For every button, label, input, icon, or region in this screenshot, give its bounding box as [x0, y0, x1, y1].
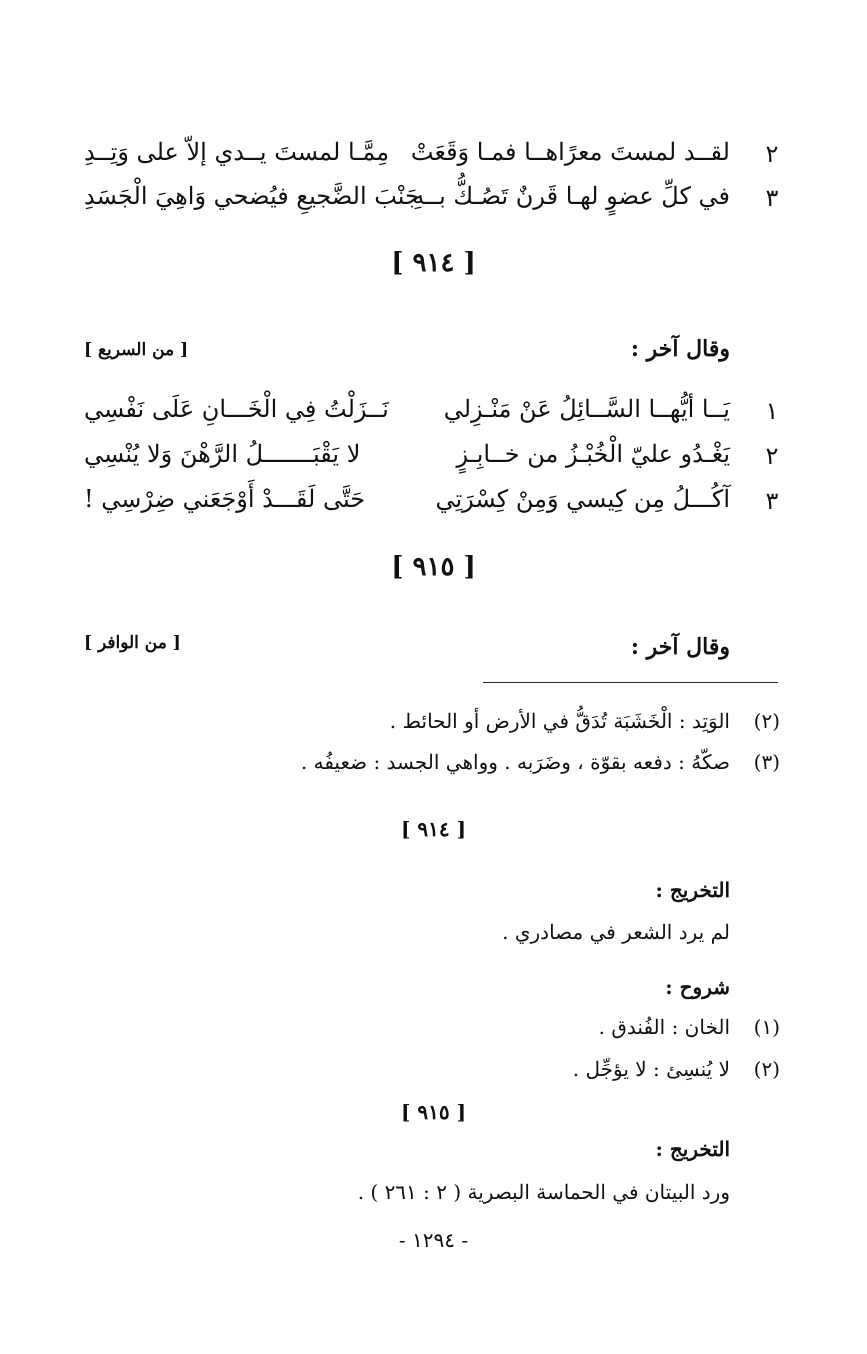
note-number: (٢) — [753, 1057, 780, 1081]
verse-number: ٣ — [765, 487, 779, 515]
footnote-number: (٣) — [753, 750, 780, 774]
verse-second-hemistich: حَتَّى لَقَـــدْ أَوْجَعَني ضِرْسِي ! — [84, 485, 366, 513]
verse-first-hemistich: لقــد لمستَ معرًاهــا فمـا وَقَعَتْ — [410, 138, 730, 166]
verse-first-hemistich: يَــا أيُّهــا السَّــائِلُ عَنْ مَنْـزِلي — [443, 395, 730, 423]
poem-number-914: [ ٩١٤ ] — [391, 248, 476, 278]
meter-label: [ من الوافر ] — [84, 633, 181, 653]
footnote-divider — [483, 682, 778, 683]
note-text: لا يُنسِئ : لا يؤجِّل . — [572, 1057, 730, 1081]
takhrij-heading: التخريج : — [655, 1137, 730, 1161]
notes-number-914: [ ٩١٤ ] — [400, 817, 467, 841]
footnote-text: صكّهُ : دفعه بقوّة ، وضَرَبه . وواهي الجسد : ضعيفُه . — [300, 750, 730, 774]
verse-number: ٢ — [765, 442, 779, 470]
verse-number: ٣ — [765, 184, 779, 212]
speaker-heading: وقال آخر : — [630, 634, 730, 660]
verse-first-hemistich: في كلِّ عضوٍ لهـا قَرنٌ تَصُـكُّ بــهِ — [412, 182, 730, 210]
takhrij-text: ورد البيتان في الحماسة البصرية ( ٢ : ٢٦١ ) . — [357, 1180, 730, 1204]
verse-first-hemistich: يَغْـدُو عليّ الْخُبْـزُ من خــابِـزٍ — [456, 440, 730, 468]
verse-number: ٢ — [765, 140, 779, 168]
verse-second-hemistich: جَنْبَ الضَّجيعِ فيُضحي وَاهِيَ الْجَسَدِ — [84, 182, 420, 210]
note-text: الخان : الفُندق . — [598, 1015, 730, 1039]
takhrij-text: لم يرد الشعر في مصادري . — [502, 920, 730, 944]
shuruh-heading: شروح : — [665, 975, 730, 999]
verse-first-hemistich: آكُـــلُ مِن كِيسي وَمِنْ كِسْرَتِي — [435, 485, 730, 513]
notes-number-915: [ ٩١٥ ] — [400, 1100, 467, 1124]
verse-number: ١ — [765, 397, 779, 425]
takhrij-heading: التخريج : — [655, 878, 730, 902]
verse-second-hemistich: مِمَّـا لمستَ يــدي إلاّ على وَتِــدِ — [84, 138, 390, 166]
poem-number-915: [ ٩١٥ ] — [391, 552, 476, 582]
footnote-number: (٢) — [753, 709, 780, 733]
note-number: (١) — [753, 1015, 780, 1039]
footnote-text: الوَتِد : الْخَشَبَة تُدَقُّ في الأرض أو الحائط . — [389, 709, 730, 733]
meter-label: [ من السريع ] — [84, 340, 189, 360]
speaker-heading: وقال آخر : — [630, 336, 730, 362]
verse-second-hemistich: نَــزَلْتُ فِي الْخَـــانِ عَلَى نَفْسِي — [84, 395, 389, 423]
page-number: - ١٢٩٤ - — [398, 1228, 469, 1252]
verse-second-hemistich: لا يَقْبَـــــــلُ الرَّهْنَ وَلا يُنْسِي — [84, 440, 361, 468]
